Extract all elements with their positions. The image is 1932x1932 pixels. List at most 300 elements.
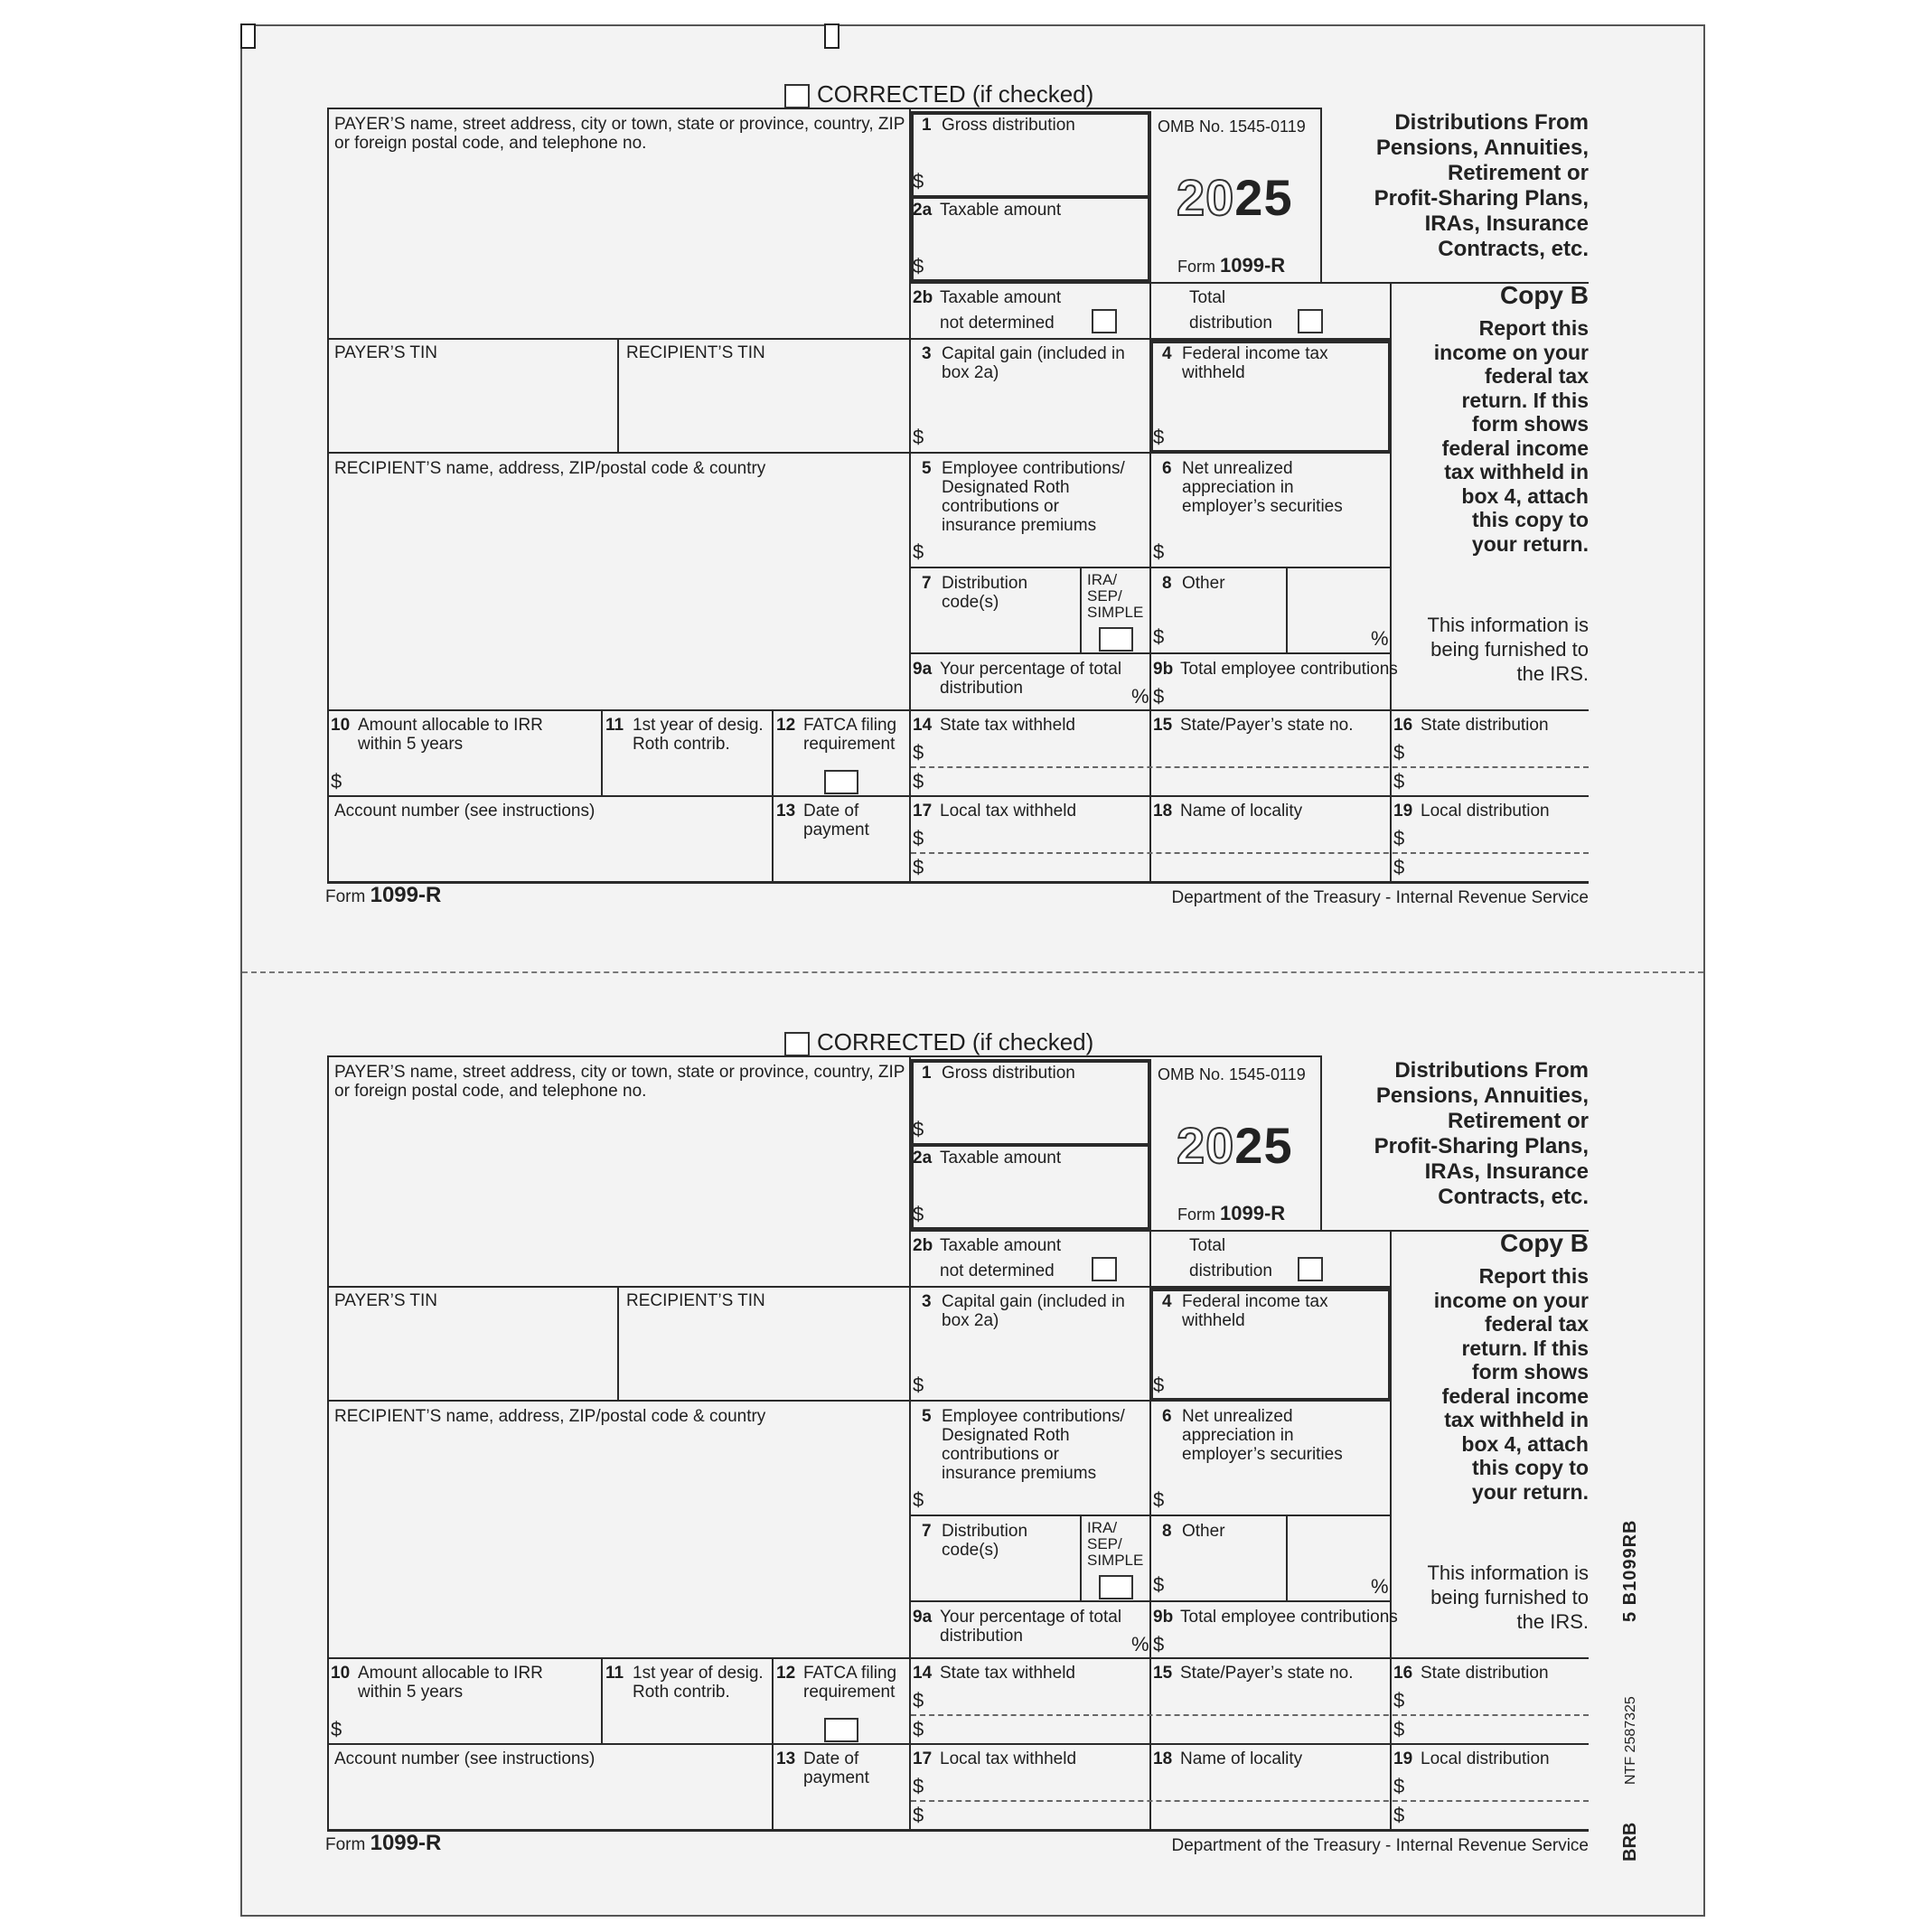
box-number: 9a bbox=[913, 660, 933, 679]
dollar-sign: $ bbox=[1153, 1488, 1165, 1511]
ira-sep-simple-checkbox[interactable] bbox=[1099, 1575, 1133, 1599]
recipient-tin-label: RECIPIENT’S TIN bbox=[626, 343, 765, 362]
box-14-state-tax-field-1[interactable] bbox=[931, 1687, 1139, 1712]
box-label-text: PAYER’S name, street address, city or town, state or province, country, ZIP or foreign postal code, and telephone no. bbox=[334, 1063, 905, 1101]
box-number: 2b bbox=[913, 288, 933, 307]
form-word: Form bbox=[1177, 1205, 1215, 1224]
copy-b-heading: Copy B bbox=[1500, 1229, 1589, 1257]
dollar-sign: $ bbox=[1153, 1374, 1165, 1396]
box-number: 1 bbox=[922, 116, 932, 135]
corrected-label: CORRECTED (if checked) bbox=[817, 80, 1094, 108]
box-number: 16 bbox=[1393, 716, 1413, 735]
box-19-local-distribution-field-2[interactable] bbox=[1411, 1802, 1583, 1827]
grid-line bbox=[327, 1829, 1589, 1832]
form-id-label bbox=[1177, 254, 1285, 277]
box-4-label bbox=[1162, 1292, 1328, 1330]
dollar-sign: $ bbox=[913, 1718, 924, 1740]
box-19-label bbox=[1393, 802, 1550, 821]
dollar-sign: $ bbox=[913, 827, 924, 849]
box-4-federal-tax-withheld-field[interactable] bbox=[1171, 1336, 1379, 1391]
box-label-text: Amount allocable to IRR within 5 years bbox=[358, 1664, 543, 1702]
box-9b-label bbox=[1153, 660, 1398, 679]
payer-name-field[interactable] bbox=[334, 155, 895, 327]
box-label-text: Taxable amount not determined bbox=[940, 1236, 1062, 1280]
dollar-sign: $ bbox=[913, 1689, 924, 1712]
box-16-state-distribution-field-1[interactable] bbox=[1411, 739, 1583, 764]
box-3-label bbox=[922, 1292, 1125, 1330]
dollar-sign: $ bbox=[913, 1118, 924, 1140]
form-number: 1099-R bbox=[370, 1831, 442, 1855]
box-number: 3 bbox=[922, 1292, 932, 1311]
box-label-text: Name of locality bbox=[1180, 1749, 1303, 1768]
payer-tin-label: PAYER’S TIN bbox=[334, 343, 438, 362]
side-form-code: 5 B1099RB bbox=[1620, 1519, 1640, 1622]
box-4-federal-tax-withheld-field[interactable] bbox=[1171, 389, 1379, 443]
box-label-text: Local tax withheld bbox=[940, 1749, 1077, 1768]
box-14-label bbox=[913, 1664, 1075, 1683]
grid-line bbox=[1080, 567, 1082, 652]
box-18-locality-field-1[interactable] bbox=[1157, 825, 1383, 850]
payer-name-field[interactable] bbox=[334, 1103, 895, 1275]
recipient-tin-field[interactable] bbox=[626, 370, 897, 443]
recipient-tin-field[interactable] bbox=[626, 1318, 897, 1391]
grid-line bbox=[327, 881, 1589, 884]
box-number: 14 bbox=[913, 716, 933, 735]
box-2b-not-determined-checkbox[interactable] bbox=[1092, 309, 1117, 333]
account-number-field[interactable] bbox=[334, 1775, 764, 1824]
box-18-locality-field-1[interactable] bbox=[1157, 1773, 1383, 1798]
dollar-sign: $ bbox=[1393, 1718, 1405, 1740]
box-label-text: Capital gain (included in box 2a) bbox=[942, 1292, 1125, 1330]
dollar-sign: $ bbox=[1393, 741, 1405, 764]
dollar-sign: $ bbox=[913, 1775, 924, 1797]
box-6-label bbox=[1162, 1407, 1343, 1464]
grid-line bbox=[327, 1743, 1589, 1745]
box-9b-label bbox=[1153, 1608, 1398, 1627]
box-number: 12 bbox=[776, 716, 796, 735]
box-label-text: Federal income tax withheld bbox=[1182, 344, 1328, 382]
grid-line bbox=[772, 709, 774, 881]
box-16-label bbox=[1393, 1664, 1549, 1683]
recipient-tin-label: RECIPIENT’S TIN bbox=[626, 1291, 765, 1310]
box-2b-total-distribution-checkbox[interactable] bbox=[1298, 1257, 1323, 1281]
box-number: 11 bbox=[605, 716, 624, 735]
box-number: 15 bbox=[1153, 1664, 1173, 1683]
box-18-locality-field-2[interactable] bbox=[1157, 854, 1383, 879]
box-number: 3 bbox=[922, 344, 932, 363]
box-6-net-unrealized-field[interactable] bbox=[1171, 511, 1379, 560]
tax-year bbox=[1177, 1116, 1293, 1175]
dollar-sign: $ bbox=[1393, 1775, 1405, 1797]
side-ntf-number: NTF 2587325 bbox=[1623, 1696, 1638, 1785]
box-number: 10 bbox=[331, 1664, 351, 1683]
box-3-label bbox=[922, 344, 1125, 382]
department-footer: Department of the Treasury - Internal Revenue Service bbox=[1171, 1836, 1589, 1855]
dollar-sign: $ bbox=[913, 1804, 924, 1826]
dollar-sign: $ bbox=[913, 540, 924, 563]
form-1099r-upper bbox=[0, 0, 1932, 907]
form-word: Form bbox=[325, 887, 366, 906]
box-4-label bbox=[1162, 344, 1328, 382]
grid-line bbox=[327, 1400, 1390, 1402]
box-16-label bbox=[1393, 716, 1549, 735]
grid-line bbox=[327, 795, 1589, 797]
form-footer-id bbox=[325, 883, 441, 908]
box-11-roth-year-field[interactable] bbox=[610, 755, 764, 791]
box-label-text: Taxable amount not determined bbox=[940, 288, 1062, 333]
box-label-text: State distribution bbox=[1421, 1664, 1549, 1683]
box-15-state-number-field-1[interactable] bbox=[1157, 1687, 1383, 1712]
box-number: 19 bbox=[1393, 1749, 1413, 1768]
box-2a-label bbox=[913, 1149, 1061, 1168]
dollar-sign: $ bbox=[1393, 827, 1405, 849]
payer-name-label bbox=[334, 115, 905, 153]
dollar-sign: $ bbox=[1393, 1689, 1405, 1712]
box-17-local-tax-field-1[interactable] bbox=[931, 1773, 1139, 1798]
box-1-label bbox=[922, 116, 1075, 135]
box-label-text: Distribution code(s) bbox=[942, 1522, 1028, 1560]
recipient-name-label: RECIPIENT’S name, address, ZIP/postal code & country bbox=[334, 1407, 766, 1426]
tax-year-outline: 20 bbox=[1177, 1117, 1235, 1174]
box-2b-total-distribution-checkbox[interactable] bbox=[1298, 309, 1323, 333]
box-13-date-of-payment-field[interactable] bbox=[779, 1793, 901, 1824]
dollar-sign: $ bbox=[913, 426, 924, 448]
furnish-notice: This information is being furnished to the IRS. bbox=[1427, 1562, 1589, 1633]
box-16-state-distribution-field-2[interactable] bbox=[1411, 768, 1583, 793]
box-number: 17 bbox=[913, 802, 933, 821]
box-13-date-of-payment-field[interactable] bbox=[779, 845, 901, 877]
box-14-state-tax-field-2[interactable] bbox=[931, 1716, 1139, 1741]
box-label-text: Net unrealized appreciation in employer’s securities bbox=[1182, 1407, 1343, 1464]
box-8-other-percent-field[interactable] bbox=[1292, 578, 1369, 646]
grid-line bbox=[617, 1286, 619, 1400]
box-number: 8 bbox=[1162, 574, 1172, 593]
box-number: 9b bbox=[1153, 1608, 1174, 1627]
box-11-roth-year-field[interactable] bbox=[610, 1702, 764, 1739]
box-label-text: State/Payer’s state no. bbox=[1180, 1664, 1354, 1683]
box-14-label bbox=[913, 716, 1075, 735]
payer-tin-label: PAYER’S TIN bbox=[334, 1291, 438, 1310]
box-1-label bbox=[922, 1064, 1075, 1083]
box-5-label bbox=[922, 1407, 1125, 1483]
box-number: 12 bbox=[776, 1664, 796, 1683]
copy-b-instructions: Report this income on your federal tax return. If this form shows federal income tax withheld in box 4, attach this copy to your return. bbox=[1433, 1264, 1589, 1504]
box-label-text: Amount allocable to IRR within 5 years bbox=[358, 716, 543, 754]
form-word: Form bbox=[1177, 258, 1215, 276]
box-label-text: Gross distribution bbox=[942, 1064, 1075, 1083]
box-2a-taxable-amount-field[interactable] bbox=[931, 1174, 1139, 1219]
grid-line bbox=[1080, 1515, 1082, 1600]
tax-year-outline: 20 bbox=[1177, 169, 1235, 226]
grid-line bbox=[910, 111, 1149, 115]
box-9a-percentage-field[interactable] bbox=[1066, 682, 1130, 705]
dollar-sign: $ bbox=[1393, 1804, 1405, 1826]
omb-number: OMB No. 1545-0119 bbox=[1158, 1065, 1306, 1083]
box-number: 10 bbox=[331, 716, 351, 735]
box-8-label bbox=[1162, 1522, 1225, 1541]
box-number: 7 bbox=[922, 574, 932, 593]
box-7-label bbox=[922, 574, 1027, 612]
payer-name-label bbox=[334, 1063, 905, 1101]
grid-line bbox=[327, 709, 1589, 711]
box-19-local-distribution-field-2[interactable] bbox=[1411, 854, 1583, 879]
box-number: 8 bbox=[1162, 1522, 1172, 1541]
form-title: Distributions From Pensions, Annuities, Retirement or Profit-Sharing Plans, IRAs, Insurance Contracts, etc. bbox=[1374, 110, 1589, 261]
box-11-label bbox=[605, 716, 764, 754]
box-13-label bbox=[776, 802, 869, 839]
box-number: 9b bbox=[1153, 660, 1174, 679]
grid-line bbox=[327, 1055, 1321, 1057]
box-number: 5 bbox=[922, 1407, 932, 1426]
dollar-sign: $ bbox=[913, 1374, 924, 1396]
tax-year-solid: 25 bbox=[1234, 1117, 1293, 1174]
dollar-sign: $ bbox=[913, 1203, 924, 1225]
grid-line bbox=[327, 108, 329, 881]
grid-line bbox=[1148, 111, 1151, 283]
dollar-sign: $ bbox=[913, 856, 924, 878]
box-17-local-tax-field-2[interactable] bbox=[931, 854, 1139, 879]
box-6-label bbox=[1162, 459, 1343, 516]
box-9b-total-employee-contributions-field[interactable] bbox=[1171, 1630, 1379, 1653]
box-label-text: Date of payment bbox=[803, 1749, 869, 1787]
box-number: 15 bbox=[1153, 716, 1173, 735]
box-7-label bbox=[922, 1522, 1027, 1560]
box-14-state-tax-field-2[interactable] bbox=[931, 768, 1139, 793]
dollar-sign: $ bbox=[331, 1718, 342, 1740]
box-17-local-tax-field-2[interactable] bbox=[931, 1802, 1139, 1827]
dollar-sign: $ bbox=[913, 1488, 924, 1511]
box-number: 1 bbox=[922, 1064, 932, 1083]
recipient-name-field[interactable] bbox=[334, 488, 895, 700]
box-number: 2a bbox=[913, 201, 933, 220]
grid-line bbox=[327, 452, 1390, 454]
dollar-sign: $ bbox=[1153, 685, 1165, 708]
box-label-text: Employee contributions/ Designated Roth contributions or insurance premiums bbox=[942, 1407, 1125, 1483]
box-12-fatca-checkbox[interactable] bbox=[824, 770, 858, 794]
dollar-sign: $ bbox=[1393, 856, 1405, 878]
box-number: 4 bbox=[1162, 1292, 1172, 1311]
percent-sign: % bbox=[1131, 685, 1149, 708]
box-5-employee-contributions-field[interactable] bbox=[931, 1481, 1139, 1508]
copy-b-instructions: Report this income on your federal tax return. If this form shows federal income tax withheld in box 4, attach this copy to your return. bbox=[1433, 316, 1589, 556]
box-number: 13 bbox=[776, 1749, 796, 1768]
box-15-state-number-field-2[interactable] bbox=[1157, 1716, 1383, 1741]
box-15-state-number-field-2[interactable] bbox=[1157, 768, 1383, 793]
box-2a-label bbox=[913, 201, 1061, 220]
percent-sign: % bbox=[1371, 627, 1389, 650]
box-2b-label bbox=[913, 1233, 1061, 1284]
box-15-state-number-field-1[interactable] bbox=[1157, 739, 1383, 764]
box-19-local-distribution-field-1[interactable] bbox=[1411, 825, 1583, 850]
box-16-state-distribution-field-1[interactable] bbox=[1411, 1687, 1583, 1712]
box-label-text: 1st year of desig. Roth contrib. bbox=[633, 716, 764, 754]
box-18-label bbox=[1153, 1749, 1302, 1768]
box-label-text: Total employee contributions bbox=[1180, 660, 1398, 679]
dollar-sign: $ bbox=[913, 770, 924, 792]
box-label-text: Other bbox=[1182, 574, 1225, 593]
box-12-fatca-checkbox[interactable] bbox=[824, 1718, 858, 1742]
box-number: 18 bbox=[1153, 802, 1173, 821]
box-label-text: Capital gain (included in box 2a) bbox=[942, 344, 1125, 382]
form-id-label bbox=[1177, 1202, 1285, 1225]
box-19-local-distribution-field-1[interactable] bbox=[1411, 1773, 1583, 1798]
ira-sep-simple-label: IRA/ SEP/ SIMPLE bbox=[1087, 1519, 1144, 1569]
box-19-label bbox=[1393, 1749, 1550, 1768]
percent-sign: % bbox=[1371, 1575, 1389, 1598]
box-1-gross-distribution-field[interactable] bbox=[931, 145, 1139, 190]
grid-line bbox=[327, 1055, 329, 1829]
dollar-sign: $ bbox=[331, 770, 342, 792]
grid-line bbox=[1148, 1059, 1151, 1231]
account-number-field[interactable] bbox=[334, 827, 764, 877]
tax-year-solid: 25 bbox=[1234, 169, 1293, 226]
grid-line bbox=[1286, 1515, 1288, 1600]
box-10-irr-amount-field[interactable] bbox=[349, 1698, 611, 1739]
box-5-employee-contributions-field[interactable] bbox=[931, 533, 1139, 560]
box-number: 16 bbox=[1393, 1664, 1413, 1683]
dollar-sign: $ bbox=[913, 741, 924, 764]
dollar-sign: $ bbox=[913, 255, 924, 277]
box-2b-total-distribution-label: Total distribution bbox=[1189, 1236, 1272, 1280]
box-17-label bbox=[913, 1749, 1076, 1768]
box-10-label bbox=[331, 1664, 543, 1702]
copy-b-heading: Copy B bbox=[1500, 281, 1589, 309]
box-17-label bbox=[913, 802, 1076, 821]
box-8-other-amount-field[interactable] bbox=[1171, 1553, 1280, 1594]
box-label-text: Employee contributions/ Designated Roth contributions or insurance premiums bbox=[942, 459, 1125, 535]
dollar-sign: $ bbox=[1153, 426, 1165, 448]
box-label-text: Date of payment bbox=[803, 802, 869, 839]
grid-line bbox=[327, 1657, 1589, 1659]
box-3-capital-gain-field[interactable] bbox=[931, 389, 1139, 443]
box-15-label bbox=[1153, 716, 1354, 735]
box-label-text: Other bbox=[1182, 1522, 1225, 1541]
box-label-text: PAYER’S name, street address, city or town, state or province, country, ZIP or foreign postal code, and telephone no. bbox=[334, 115, 905, 153]
grid-line bbox=[772, 1657, 774, 1829]
grid-line bbox=[1149, 1288, 1390, 1291]
side-brb-code: BRB bbox=[1620, 1822, 1640, 1862]
box-16-state-distribution-field-2[interactable] bbox=[1411, 1716, 1583, 1741]
box-number: 17 bbox=[913, 1749, 933, 1768]
box-label-text: Taxable amount bbox=[940, 1149, 1062, 1168]
dollar-sign: $ bbox=[1153, 1633, 1165, 1655]
form-1099r-lower bbox=[0, 948, 1932, 1855]
payer-tin-field[interactable] bbox=[334, 1318, 605, 1391]
box-2b-label bbox=[913, 286, 1061, 336]
box-number: 7 bbox=[922, 1522, 932, 1541]
dollar-sign: $ bbox=[913, 170, 924, 192]
box-18-label bbox=[1153, 802, 1302, 821]
box-11-label bbox=[605, 1664, 764, 1702]
box-12-label bbox=[776, 1664, 896, 1702]
box-8-other-percent-field[interactable] bbox=[1292, 1526, 1369, 1594]
tax-year bbox=[1177, 168, 1293, 227]
ira-sep-simple-checkbox[interactable] bbox=[1099, 627, 1133, 652]
corrected-label: CORRECTED (if checked) bbox=[817, 1028, 1094, 1055]
department-footer: Department of the Treasury - Internal Revenue Service bbox=[1171, 888, 1589, 907]
box-5-label bbox=[922, 459, 1125, 535]
box-18-locality-field-2[interactable] bbox=[1157, 1802, 1383, 1827]
grid-line bbox=[1149, 340, 1390, 343]
account-number-label: Account number (see instructions) bbox=[334, 1749, 596, 1768]
box-label-text: Local distribution bbox=[1421, 802, 1550, 821]
dollar-sign: $ bbox=[1153, 540, 1165, 563]
dollar-sign: $ bbox=[1153, 625, 1165, 648]
corrected-checkbox[interactable] bbox=[784, 1032, 810, 1056]
dollar-sign: $ bbox=[1153, 1573, 1165, 1596]
box-10-irr-amount-field[interactable] bbox=[349, 750, 611, 791]
box-label-text: State tax withheld bbox=[940, 716, 1075, 735]
dollar-sign: $ bbox=[1393, 770, 1405, 792]
box-label-text: State distribution bbox=[1421, 716, 1549, 735]
box-number: 18 bbox=[1153, 1749, 1173, 1768]
box-1-gross-distribution-field[interactable] bbox=[931, 1093, 1139, 1138]
box-13-label bbox=[776, 1749, 869, 1787]
box-label-text: Local tax withheld bbox=[940, 802, 1077, 821]
box-label-text: State tax withheld bbox=[940, 1664, 1075, 1683]
grid-line bbox=[910, 1059, 1149, 1063]
box-label-text: Federal income tax withheld bbox=[1182, 1292, 1328, 1330]
box-label-text: Taxable amount bbox=[940, 201, 1062, 220]
form-number: 1099-R bbox=[1220, 254, 1286, 277]
box-label-text: Distribution code(s) bbox=[942, 574, 1028, 612]
box-number: 11 bbox=[605, 1664, 624, 1683]
corrected-checkbox[interactable] bbox=[784, 84, 810, 108]
box-7-distribution-code-field[interactable] bbox=[922, 614, 1075, 651]
box-label-text: State/Payer’s state no. bbox=[1180, 716, 1354, 735]
box-7-distribution-code-field[interactable] bbox=[922, 1562, 1075, 1599]
percent-sign: % bbox=[1131, 1633, 1149, 1655]
box-17-local-tax-field-1[interactable] bbox=[931, 825, 1139, 850]
box-number: 19 bbox=[1393, 802, 1413, 821]
box-8-label bbox=[1162, 574, 1225, 593]
omb-number: OMB No. 1545-0119 bbox=[1158, 117, 1306, 136]
box-label-text: Your percentage of total distribution bbox=[940, 1608, 1122, 1646]
box-number: 5 bbox=[922, 459, 932, 478]
box-6-net-unrealized-field[interactable] bbox=[1171, 1458, 1379, 1508]
form-title: Distributions From Pensions, Annuities, Retirement or Profit-Sharing Plans, IRAs, Insurance Contracts, etc. bbox=[1374, 1058, 1589, 1209]
form-number: 1099-R bbox=[370, 883, 442, 907]
payer-tin-field[interactable] bbox=[334, 370, 605, 443]
grid-line bbox=[617, 338, 619, 452]
box-2b-total-distribution-label: Total distribution bbox=[1189, 288, 1272, 333]
form-number: 1099-R bbox=[1220, 1202, 1286, 1224]
box-number: 6 bbox=[1162, 1407, 1172, 1426]
box-label-text: Local distribution bbox=[1421, 1749, 1550, 1768]
box-12-label bbox=[776, 716, 896, 754]
box-8-other-amount-field[interactable] bbox=[1171, 605, 1280, 646]
box-14-state-tax-field-1[interactable] bbox=[931, 739, 1139, 764]
box-label-text: Your percentage of total distribution bbox=[940, 660, 1122, 698]
box-9a-percentage-field[interactable] bbox=[1066, 1630, 1130, 1653]
box-label-text: Gross distribution bbox=[942, 116, 1075, 135]
box-number: 9a bbox=[913, 1608, 933, 1627]
box-label-text: Total employee contributions bbox=[1180, 1608, 1398, 1627]
box-label-text: FATCA filing requirement bbox=[803, 716, 897, 754]
furnish-notice: This information is being furnished to the IRS. bbox=[1427, 614, 1589, 685]
grid-line bbox=[910, 1143, 1149, 1147]
grid-line bbox=[910, 195, 1149, 199]
box-9b-total-employee-contributions-field[interactable] bbox=[1171, 682, 1379, 705]
box-number: 4 bbox=[1162, 344, 1172, 363]
box-2b-not-determined-checkbox[interactable] bbox=[1092, 1257, 1117, 1281]
box-3-capital-gain-field[interactable] bbox=[931, 1336, 1139, 1391]
form-word: Form bbox=[325, 1835, 366, 1854]
box-number: 6 bbox=[1162, 459, 1172, 478]
account-number-label: Account number (see instructions) bbox=[334, 802, 596, 821]
box-2a-taxable-amount-field[interactable] bbox=[931, 226, 1139, 271]
recipient-name-field[interactable] bbox=[334, 1436, 895, 1648]
